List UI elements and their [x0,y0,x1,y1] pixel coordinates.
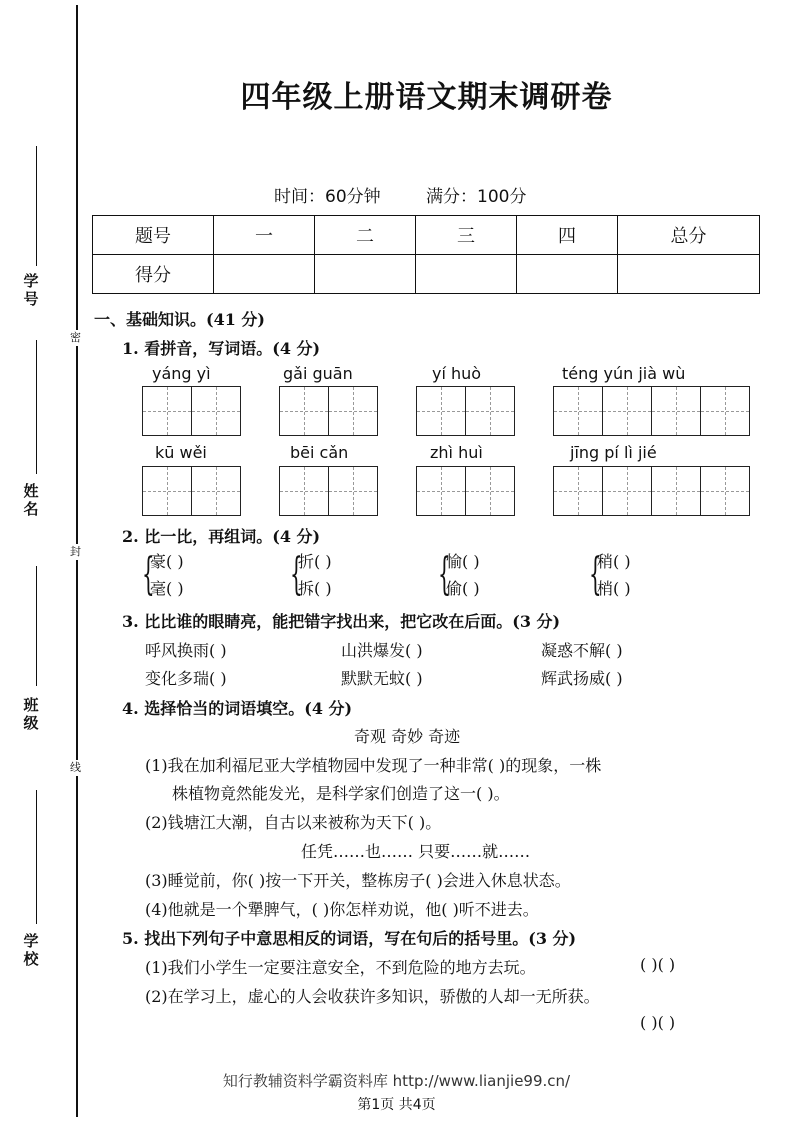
q4-sentence-4[interactable]: (4)他就是一个犟脾气，( )你怎样劝说，他( )听不进去。 [145,900,539,919]
q3-item-5[interactable]: 默默无蚊( ) [341,669,423,688]
q1-grid-8[interactable] [553,466,750,516]
student-number-label: 学 号 [23,272,39,308]
class-label: 班 级 [23,696,39,732]
part1-heading: 一、基础知识。(41 分) [94,310,265,329]
score-table-score-row [93,255,760,294]
school-label: 学 校 [23,932,39,968]
score-table [92,215,760,294]
full-score: 满分：100分 [426,187,527,207]
q1-pinyin-5: kū wěi [155,443,207,462]
q2-word-4b[interactable]: 梢( ) [597,579,631,598]
q2-pair-3: { 愉( ) 偷( ) [438,549,480,600]
q1-grid-4[interactable] [553,386,750,436]
class-field[interactable] [36,566,37,686]
q2-word-2a[interactable]: 折( ) [298,552,332,571]
exam-meta [274,182,567,207]
source-watermark: 知行教辅资料学霸资料库 http://www.lianjie99.cn/ [222,1072,571,1090]
q4-sentence-1b[interactable]: 株植物竟然能发光，是科学家们创造了这一( )。 [172,784,510,803]
q2-word-3b[interactable]: 偷( ) [446,579,480,598]
seal-mark-mi: 密 [70,331,81,344]
header-cell-4: 四 [517,216,618,255]
header-cell-3: 三 [416,216,517,255]
school-field[interactable] [36,790,37,924]
q4-word-options-2: 任凭……也…… 只要……就…… [301,842,531,861]
header-cell-1: 一 [214,216,315,255]
q4-sentence-2[interactable]: (2)钱塘江大潮，自古以来被称为天下( )。 [145,813,442,832]
q2-word-1b[interactable]: 毫( ) [150,579,184,598]
q1-grid-1[interactable] [142,386,241,436]
q2-pair-2: { 折( ) 拆( ) [290,549,332,600]
header-cell-2: 二 [315,216,416,255]
score-table-header-row [93,216,760,255]
q2-word-3a[interactable]: 愉( ) [446,552,480,571]
page-number: 第1页 共4页 [357,1097,436,1113]
seal-mark-xian: 线 [70,761,81,774]
q1-pinyin-7: zhì huì [430,443,483,462]
q1-grid-3[interactable] [416,386,515,436]
q4-sentence-3[interactable]: (3)睡觉前，你( )按一下开关，整栋房子( )会进入休息状态。 [145,871,571,890]
header-cell-total: 总分 [618,216,760,255]
q1-grid-6[interactable] [279,466,378,516]
name-field[interactable] [36,340,37,474]
q2-title: 2. 比一比，再组词。(4 分) [122,527,321,546]
score-cell-3[interactable] [416,255,517,294]
score-row-label: 得分 [93,255,214,294]
name-label: 姓 名 [23,482,39,518]
q1-grid-5[interactable] [142,466,241,516]
q5-sentence-2: (2)在学习上，虚心的人会收获许多知识，骄傲的人却一无所获。 [145,987,600,1006]
q2-word-2b[interactable]: 拆( ) [298,579,332,598]
exam-title: 四年级上册语文期末调研卷 [240,80,613,115]
q4-sentence-1a[interactable]: (1)我在加利福尼亚大学植物园中发现了一种非常( )的现象，一株 [145,756,602,775]
score-cell-2[interactable] [315,255,416,294]
q2-word-1a[interactable]: 豪( ) [150,552,184,571]
q4-title: 4. 选择恰当的词语填空。(4 分) [122,699,353,718]
q1-grid-7[interactable] [416,466,515,516]
q2-pair-4: { 稍( ) 梢( ) [589,549,631,600]
q5-answer-2[interactable]: ( )( ) [640,1013,676,1032]
q3-item-6[interactable]: 辉武扬威( ) [541,669,623,688]
q1-pinyin-4: téng yún jià wù [562,364,686,383]
q3-item-4[interactable]: 变化多瑞( ) [145,669,227,688]
q3-item-2[interactable]: 山洪爆发( ) [341,641,423,660]
student-number-field[interactable] [36,146,37,266]
q3-title: 3. 比比谁的眼睛亮，能把错字找出来，把它改在后面。(3 分) [122,612,561,631]
q2-pair-1: { 豪( ) 毫( ) [142,549,184,600]
q4-word-options-1: 奇观 奇妙 奇迹 [354,727,461,746]
q5-sentence-1: (1)我们小学生一定要注意安全，不到危险的地方去玩。 [145,958,536,977]
q1-pinyin-6: bēi cǎn [290,443,349,462]
q1-pinyin-8: jīng pí lì jié [570,443,657,462]
score-cell-total[interactable] [618,255,760,294]
q2-word-4a[interactable]: 稍( ) [597,552,631,571]
binding-line [76,5,78,1117]
q5-answer-1[interactable]: ( )( ) [640,955,676,974]
q1-pinyin-1: yáng yì [152,364,211,383]
header-cell-question: 题号 [93,216,214,255]
q3-item-3[interactable]: 凝惑不解( ) [541,641,623,660]
q1-pinyin-2: gǎi guān [283,364,353,383]
seal-mark-feng: 封 [70,545,81,558]
time-limit: 时间：60分钟 [274,187,381,207]
score-cell-1[interactable] [214,255,315,294]
q1-grid-2[interactable] [279,386,378,436]
q3-item-1[interactable]: 呼风换雨( ) [145,641,227,660]
q5-title: 5. 找出下列句子中意思相反的词语，写在句后的括号里。(3 分) [122,929,577,948]
q1-pinyin-3: yí huò [432,364,482,383]
score-cell-4[interactable] [517,255,618,294]
q1-title: 1. 看拼音，写词语。(4 分) [122,339,321,358]
